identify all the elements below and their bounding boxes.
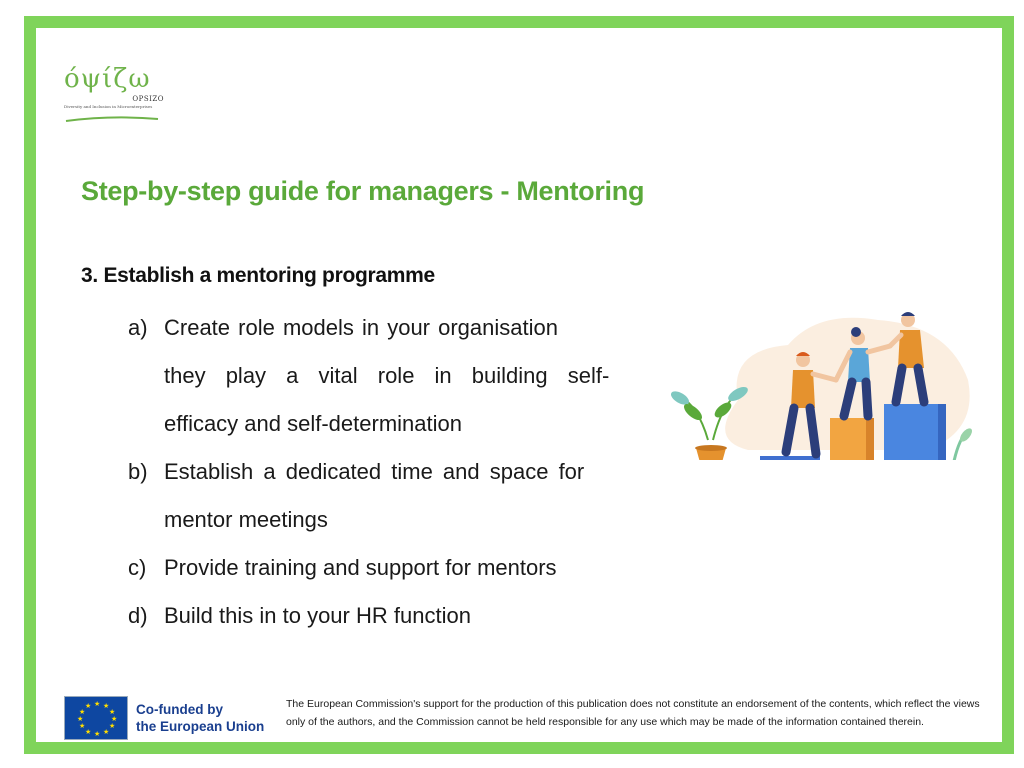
section-heading: 3. Establish a mentoring programme — [81, 264, 435, 287]
step-text — [164, 592, 674, 640]
step-line: Provide training and support for mentors — [164, 555, 557, 580]
step-marker: c) — [128, 555, 147, 580]
step-line: Establish a dedicated time and space for — [164, 459, 585, 484]
step-line: Build this in to your HR function — [164, 603, 471, 628]
eu-disclaimer: The European Commission's support for the production of this publication does not constitute an endorsement of the contents, which reflect the views only of the authors, and the Commission cannot be held responsible for any use which may be made of the information contained therein. — [286, 698, 980, 728]
eu-label-line2: the European Union — [136, 719, 265, 734]
step-line: Create role models in your organisation — [164, 315, 558, 340]
step-item-c — [128, 544, 674, 592]
logo-swoosh-icon — [64, 116, 160, 122]
step-item-b — [128, 448, 674, 544]
logo-tagline: Diversity and Inclusion in Microenterprises — [64, 104, 153, 109]
logo-name: OPSIZO — [132, 95, 164, 103]
step-line: they play a vital role in building self- — [164, 363, 610, 388]
step-item-d — [128, 592, 674, 640]
step-block-low — [760, 456, 820, 460]
step-item-a — [128, 304, 674, 448]
slide-frame — [24, 16, 1014, 754]
mentoring-illustration — [668, 290, 978, 460]
step-text — [164, 448, 674, 544]
step-marker: a) — [128, 315, 148, 340]
eu-cofunding-badge — [64, 696, 264, 740]
step-text — [164, 544, 674, 592]
step-block-high — [884, 404, 946, 460]
step-marker: b) — [128, 459, 148, 484]
step-text — [164, 304, 674, 448]
page-title: Step-by-step guide for managers - Mentoring — [81, 176, 645, 206]
eu-label — [136, 701, 264, 735]
step-marker: d) — [128, 603, 148, 628]
step-list — [128, 304, 674, 640]
step-line: mentor meetings — [164, 507, 328, 532]
step-line: efficacy and self-determination — [164, 411, 462, 436]
logo-greek-wordmark: όψίζω — [64, 64, 151, 94]
eu-flag-icon: ★ ★ ★ ★ ★ ★ ★ ★ ★ ★ ★ ★ — [64, 696, 128, 740]
opsizo-logo — [64, 66, 164, 127]
eu-label-line1: Co-funded by — [136, 702, 223, 717]
